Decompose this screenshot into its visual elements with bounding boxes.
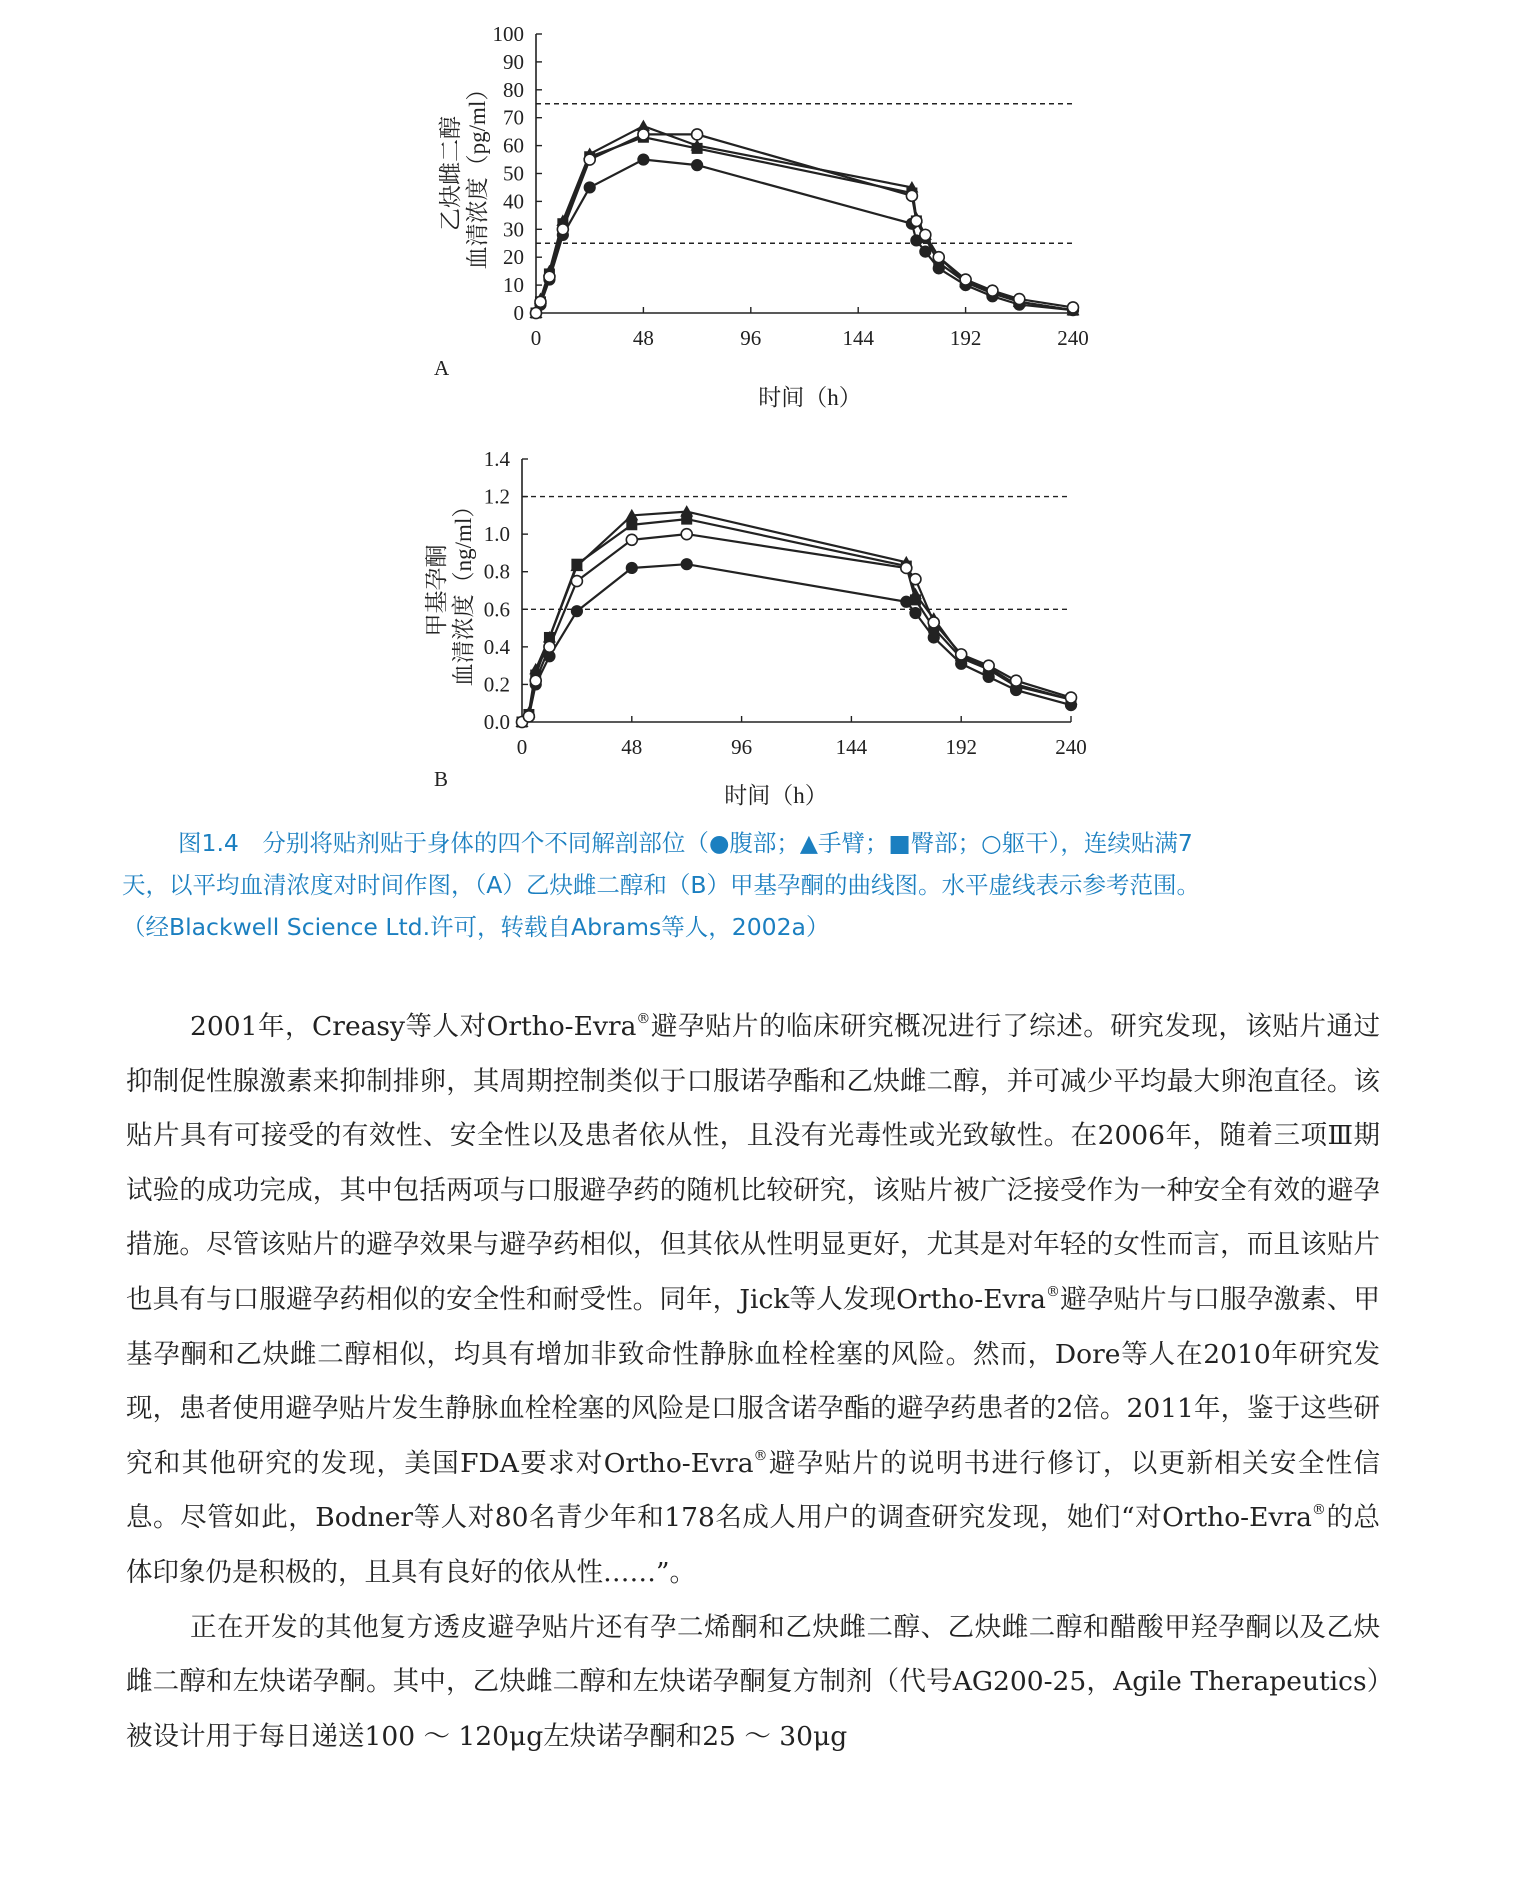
y-axis-label-line2: 血清浓度（pg/ml） (465, 77, 490, 270)
y-tick-label: 0.4 (483, 634, 510, 659)
data-point (638, 129, 649, 140)
y-tick-label: 50 (503, 161, 524, 186)
data-point (1011, 675, 1022, 686)
y-tick-label: 80 (503, 77, 524, 102)
series-line (522, 564, 1071, 722)
x-tick-label: 0 (516, 735, 528, 759)
y-tick-label: 1.2 (483, 484, 510, 509)
data-point (531, 308, 542, 319)
series-line (522, 534, 1071, 722)
data-point (1068, 302, 1079, 313)
y-axis-label-line1: 甲基孕酮 (424, 544, 449, 637)
data-point (692, 160, 703, 171)
data-point (584, 182, 595, 193)
data-point (571, 576, 582, 587)
data-point (933, 252, 944, 263)
y-tick-label: 100 (492, 22, 524, 46)
data-point (987, 285, 998, 296)
data-point (901, 562, 912, 573)
data-point (960, 274, 971, 285)
x-tick-label: 240 (1055, 735, 1087, 759)
data-point (638, 154, 649, 165)
data-point (1066, 692, 1077, 703)
data-point (1014, 294, 1025, 305)
x-tick-label: 144 (842, 326, 874, 350)
data-point (911, 215, 922, 226)
data-point (571, 559, 582, 570)
y-tick-label: 1.0 (483, 522, 510, 547)
y-tick-label: 0 (513, 301, 524, 325)
registered-mark: ® (636, 1011, 651, 1027)
x-tick-label: 96 (740, 326, 762, 350)
data-point (626, 562, 637, 573)
data-point (928, 617, 939, 628)
figure-1-4 (0, 0, 1536, 830)
x-tick-label: 96 (731, 735, 753, 759)
data-point (983, 660, 994, 671)
data-point (626, 519, 637, 530)
data-point (544, 271, 555, 282)
data-point (571, 606, 582, 617)
text-run: 避孕贴片与口服孕激素、甲基孕酮和乙炔雌二醇相似，均具有增加非致命性静脉血栓栓塞的风险。然而，Dore等人在2010年研究发现，患者使用避孕贴片发生静脉血栓栓塞的风险是口服含诺孕酯的避孕药患者的2倍。2011年，鉴于这些研究和其他研究的发现，美国FDA要求对Ortho-Evra (126, 1283, 1380, 1479)
y-tick-label: 0.6 (483, 597, 510, 622)
x-tick-label: 192 (945, 735, 977, 759)
chart-panel-a (434, 22, 1089, 410)
body-text (126, 1000, 1380, 1764)
data-point (681, 529, 692, 540)
y-tick-label: 30 (503, 217, 524, 242)
data-point (928, 632, 939, 643)
y-tick-label: 70 (503, 105, 524, 130)
y-tick-label: 20 (503, 245, 524, 270)
x-axis-label: 时间（h） (758, 385, 862, 410)
x-axis-label: 时间（h） (724, 783, 828, 808)
data-point (544, 641, 555, 652)
data-point (910, 574, 921, 585)
y-tick-label: 60 (503, 133, 524, 158)
panel-label: B (434, 767, 449, 791)
panel-label: A (434, 356, 450, 380)
x-tick-label: 48 (621, 735, 643, 759)
data-point (681, 559, 692, 570)
paragraph-1 (126, 1000, 1380, 1601)
y-tick-label: 0.8 (483, 559, 510, 584)
y-axis-label-line2: 血清浓度（ng/ml） (451, 494, 476, 687)
paragraph-2: 正在开发的其他复方透皮避孕贴片还有孕二烯酮和乙炔雌二醇、乙炔雌二醇和醋酸甲羟孕酮以及乙炔雌二醇和左炔诺孕酮。其中，乙炔雌二醇和左炔诺孕酮复方制剂（代号AG200-25，Agile Therapeutics）被设计用于每日递送100 ～ 120μg左炔诺孕酮和25 ～ 30μg (126, 1611, 1380, 1752)
data-point (584, 154, 595, 165)
registered-mark: ® (1311, 1502, 1326, 1519)
data-point (906, 190, 917, 201)
data-point (956, 649, 967, 660)
data-point (692, 129, 703, 140)
data-point (557, 224, 568, 235)
y-axis-label-line1: 乙炔雌二醇 (438, 116, 463, 231)
y-tick-label: 0.2 (483, 672, 510, 697)
y-tick-label: 10 (503, 273, 524, 298)
x-tick-label: 192 (949, 326, 982, 350)
data-point (910, 608, 921, 619)
data-point (681, 514, 692, 525)
x-tick-label: 144 (835, 735, 868, 759)
data-point (626, 534, 637, 545)
y-tick-label: 0.0 (483, 710, 510, 734)
data-point (920, 229, 931, 240)
x-tick-label: 0 (530, 326, 542, 350)
data-point (910, 594, 921, 605)
registered-mark: ® (1045, 1283, 1060, 1300)
data-point (523, 711, 534, 722)
caption-line-2: 天，以平均血清浓度对时间作图，（A）乙炔雌二醇和（B）甲基孕酮的曲线图。水平虚线表示参考范围。 (122, 871, 1200, 899)
data-point (692, 143, 703, 154)
text-run: 避孕贴片的说明书进行修订，以更新相关安全性信息。尽管如此，Bodner等人对80名青少年和178名成人用户的调查研究发现，她们“对Ortho-Evra (126, 1447, 1380, 1534)
y-tick-label: 1.4 (483, 447, 510, 471)
registered-mark: ® (753, 1447, 768, 1464)
caption-line-1: 图1.4 分别将贴剂贴于身体的四个不同解剖部位（●腹部；▲手臂；■臀部；○躯干），连续贴满7 (178, 829, 1193, 857)
x-tick-label: 48 (632, 326, 654, 350)
figure-caption (122, 822, 1412, 948)
series-line (522, 519, 1071, 722)
y-tick-label: 90 (503, 49, 524, 74)
data-point (535, 296, 546, 307)
text-run: 2001年，Creasy等人对Ortho-Evra (190, 1011, 637, 1042)
caption-line-3: （经Blackwell Science Ltd.许可，转载自Abrams等人，2002a） (122, 913, 830, 941)
x-tick-label: 240 (1057, 326, 1089, 350)
chart-panel-b (424, 447, 1087, 808)
data-point (920, 246, 931, 257)
text-run: 避孕贴片的临床研究概况进行了综述。研究发现，该贴片通过抑制促性腺激素来抑制排卵，其周期控制类似于口服诺孕酯和乙炔雌二醇，并可减少平均最大卵泡直径。该贴片具有可接受的有效性、安全性以及患者依从性，且没有光毒性或光致敏性。在2006年，随着三项Ⅲ期试验的成功完成，其中包括两项与口服避孕药的随机比较研究，该贴片被广泛接受作为一种安全有效的避孕措施。尽管该贴片的避孕效果与避孕药相似，但其依从性明显更好，尤其是对年轻的女性而言，而且该贴片也具有与口服避孕药相似的安全性和耐受性。同年，Jick等人发现Ortho-Evra (126, 1011, 1380, 1315)
text-run: 的总体印象仍是积极的，且具有良好的依从性……”。 (126, 1502, 1380, 1588)
data-point (530, 675, 541, 686)
y-tick-label: 40 (503, 189, 524, 214)
